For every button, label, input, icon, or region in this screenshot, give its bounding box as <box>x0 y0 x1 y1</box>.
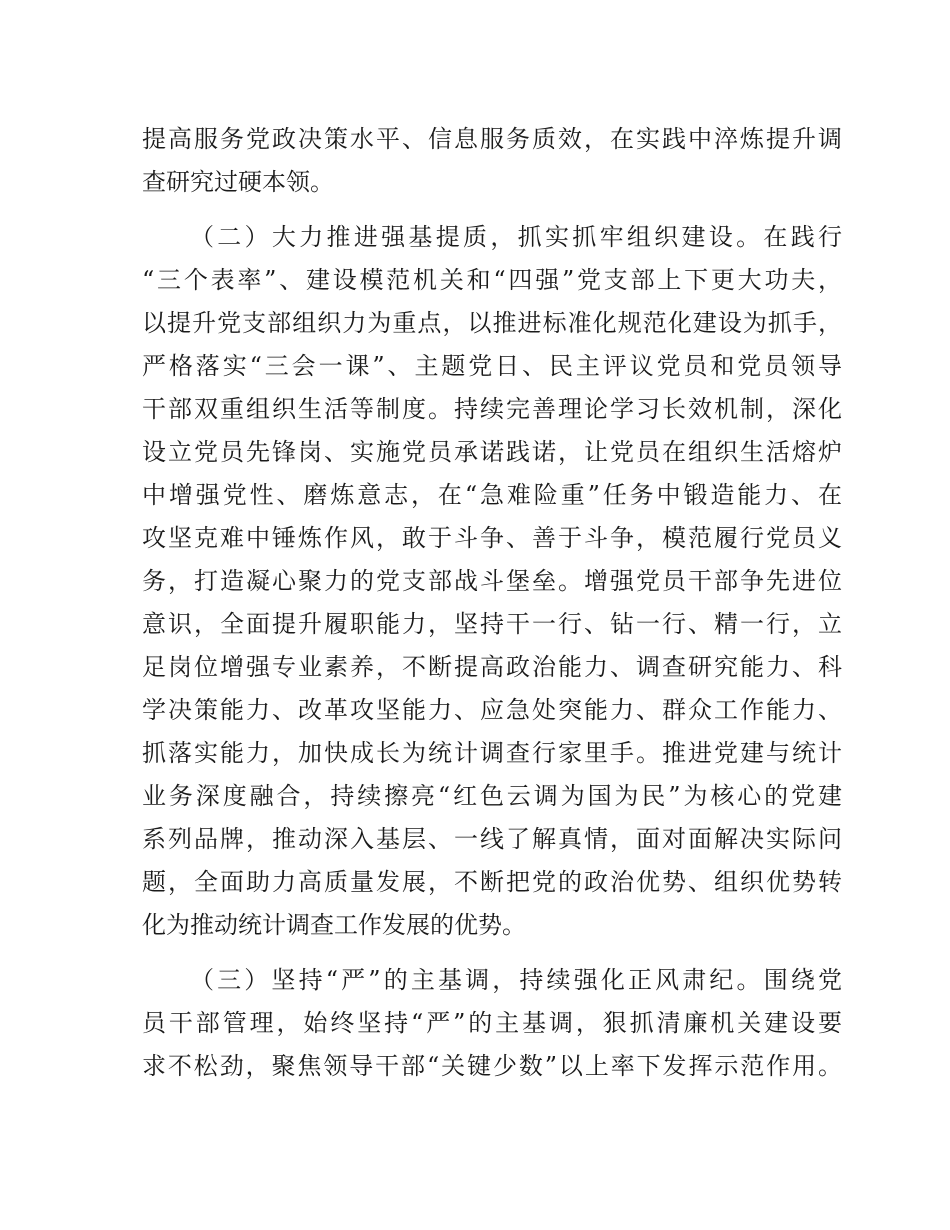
text-line: 严格落实“三会一课”、主题党日、民主评议党员和党员领导 <box>142 352 842 380</box>
paragraph-heading-line: （二）大力推进强基提质，抓实抓牢组织建设。在践行 <box>190 223 842 251</box>
text-line: 务，打造凝心聚力的党支部战斗堡垒。增强党员干部争先进位 <box>142 567 842 595</box>
text-line: 攻坚克难中锤炼作风，敢于斗争、善于斗争，模范履行党员义 <box>142 524 842 552</box>
text-line: 抓落实能力，加快成长为统计调查行家里手。推进党建与统计 <box>142 739 842 767</box>
text-line: 化为推动统计调查工作发展的优势。 <box>142 911 526 939</box>
text-line: “三个表率”、建设模范机关和“四强”党支部上下更大功夫， <box>142 266 842 294</box>
text-line: 以提升党支部组织力为重点，以推进标准化规范化建设为抓手， <box>142 309 842 337</box>
text-line: 干部双重组织生活等制度。持续完善理论学习长效机制，深化 <box>142 395 842 423</box>
text-line: 题，全面助力高质量发展，不断把党的政治优势、组织优势转 <box>142 868 842 896</box>
text-line: 足岗位增强专业素养，不断提高政治能力、调查研究能力、科 <box>142 653 842 681</box>
text-line: 中增强党性、磨炼意志，在“急难险重”任务中锻造能力、在 <box>142 481 842 509</box>
text-line: 系列品牌，推动深入基层、一线了解真情，面对面解决实际问 <box>142 825 842 853</box>
text-line: 学决策能力、改革攻坚能力、应急处突能力、群众工作能力、 <box>142 696 842 724</box>
text-line: 查研究过硬本领。 <box>142 168 334 196</box>
text-line: 意识，全面提升履职能力，坚持干一行、钻一行、精一行，立 <box>142 610 842 638</box>
text-line: 业务深度融合，持续擦亮“红色云调为国为民”为核心的党建 <box>142 782 842 810</box>
text-line: 提高服务党政决策水平、信息服务质效，在实践中淬炼提升调 <box>142 125 842 153</box>
text-line: 设立党员先锋岗、实施党员承诺践诺，让党员在组织生活熔炉 <box>142 438 842 466</box>
text-line: 求不松劲，聚焦领导干部“关键少数”以上率下发挥示范作用。 <box>142 1052 842 1080</box>
paragraph-heading-line: （三）坚持“严”的主基调，持续强化正风肃纪。围绕党 <box>190 966 842 994</box>
text-line: 员干部管理，始终坚持“严”的主基调，狠抓清廉机关建设要 <box>142 1009 842 1037</box>
